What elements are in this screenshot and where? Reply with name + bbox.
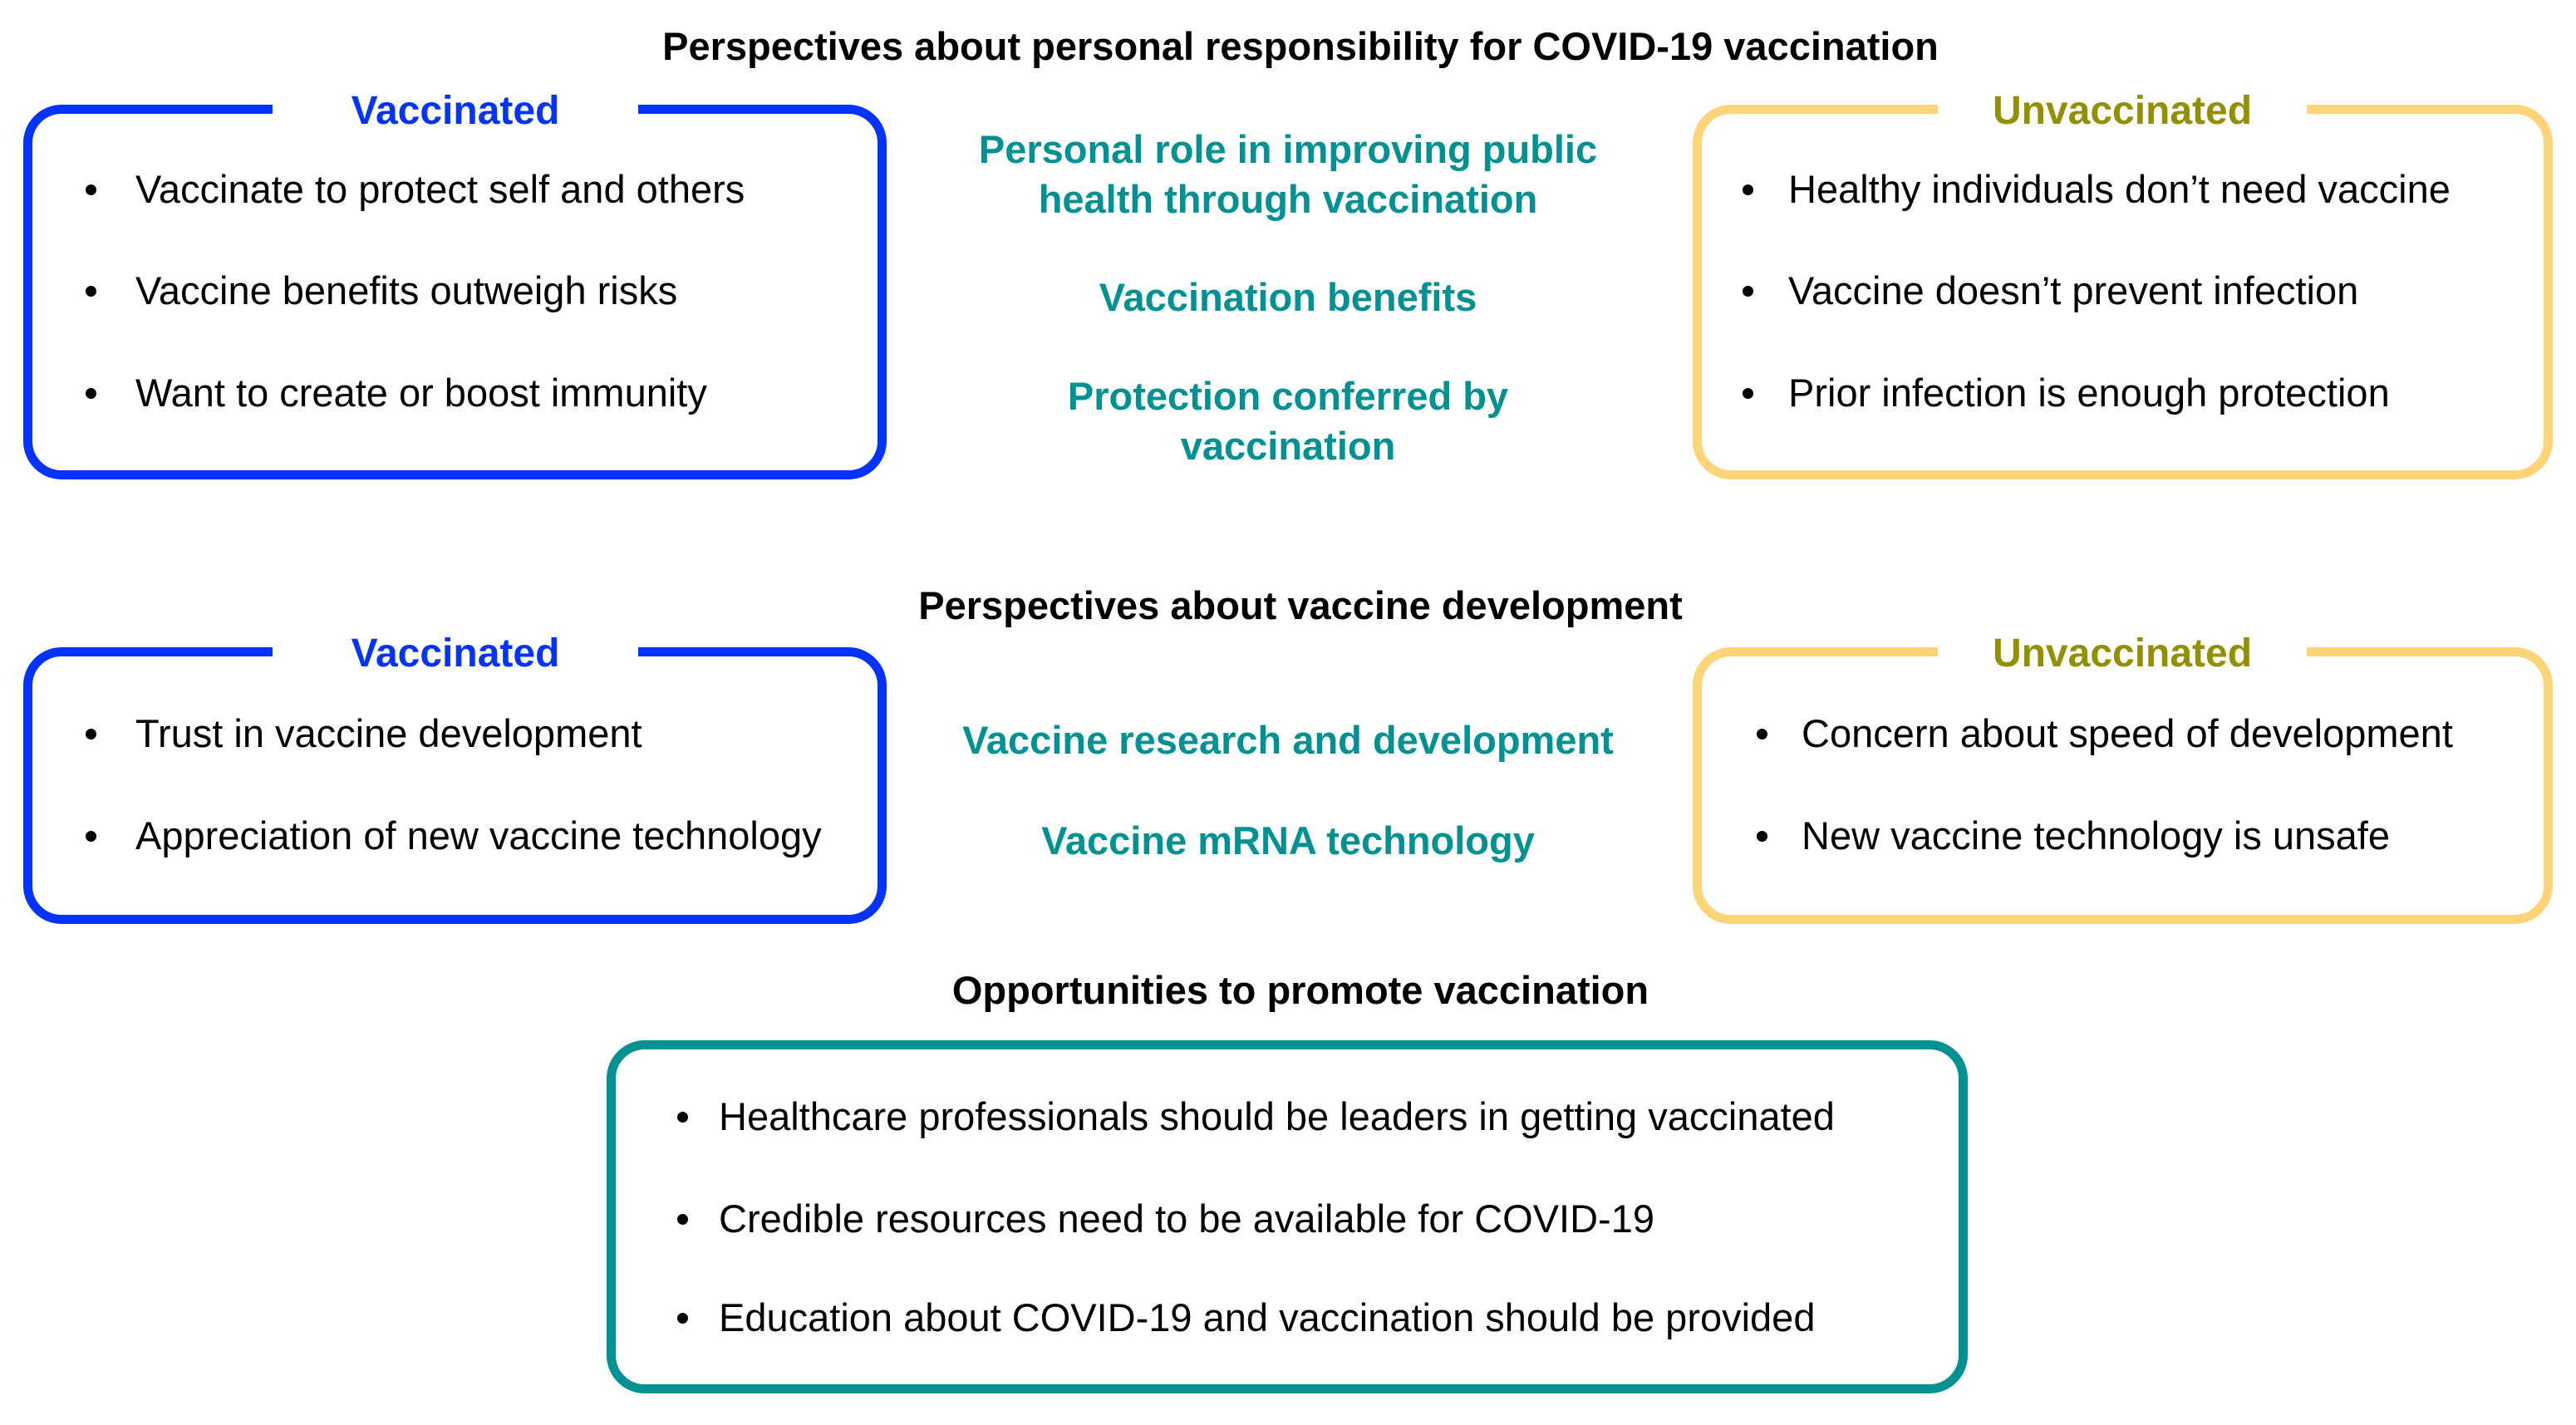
vaccinated-item: Want to create or boost immunity <box>135 371 707 415</box>
opportunity-item: Healthcare professionals should be leaders in getting vaccinated <box>719 1094 1835 1138</box>
bullet-icon <box>1743 286 1753 297</box>
unvaccinated-label: Unvaccinated <box>1992 631 2253 676</box>
vaccinated-item: Trust in vaccine development <box>135 711 642 755</box>
theme-research-development <box>897 715 1679 765</box>
theme-vaccination-benefits <box>897 273 1679 322</box>
unvaccinated-box-development <box>1693 647 2553 924</box>
bullet-icon <box>86 388 96 399</box>
vaccinated-label: Vaccinated <box>351 89 560 133</box>
theme-line: Personal role in improving public <box>978 127 1598 171</box>
theme-line: health through vaccination <box>1038 177 1538 221</box>
bullet-icon <box>86 831 96 842</box>
section-title-vaccine-development: Perspectives about vaccine development <box>918 583 1683 627</box>
theme-line: vaccination <box>1180 424 1396 468</box>
theme-line: Protection conferred by <box>1067 374 1509 418</box>
vaccinated-item: Appreciation of new vaccine technology <box>135 813 822 857</box>
theme-mrna-technology <box>897 816 1679 866</box>
theme-protection-conferred <box>897 371 1679 471</box>
opportunity-item: Education about COVID-19 and vaccination should be provided <box>719 1295 1816 1339</box>
bullet-icon <box>1757 729 1767 740</box>
theme-line: Vaccine mRNA technology <box>1041 818 1535 862</box>
opportunity-item: Credible resources need to be available for COVID-19 <box>719 1197 1654 1241</box>
theme-line: Vaccination benefits <box>1099 275 1477 319</box>
bullet-icon <box>677 1214 688 1225</box>
section-title-personal-responsibility: Perspectives about personal responsibility for COVID-19 vaccination <box>662 24 1939 68</box>
bullet-icon <box>86 286 96 297</box>
theme-personal-role <box>897 125 1679 224</box>
unvaccinated-item: New vaccine technology is unsafe <box>1802 813 2391 857</box>
unvaccinated-item: Healthy individuals don’t need vaccine <box>1788 167 2451 211</box>
theme-line: Vaccine research and development <box>962 718 1614 762</box>
bullet-icon <box>677 1112 688 1123</box>
vaccinated-label: Vaccinated <box>351 631 560 676</box>
vaccinated-box-development <box>23 647 887 924</box>
vaccinated-item: Vaccine benefits outweigh risks <box>135 268 678 312</box>
bullet-icon <box>677 1313 688 1324</box>
vaccinated-item: Vaccinate to protect self and others <box>135 167 745 211</box>
bullet-icon <box>1743 388 1753 399</box>
unvaccinated-item: Vaccine doesn’t prevent infection <box>1788 268 2359 312</box>
bullet-icon <box>1757 831 1767 842</box>
bullet-icon <box>86 729 96 740</box>
unvaccinated-label: Unvaccinated <box>1992 89 2253 133</box>
section-title-opportunities: Opportunities to promote vaccination <box>951 968 1649 1012</box>
bullet-icon <box>1743 184 1753 195</box>
unvaccinated-item: Prior infection is enough protection <box>1788 371 2390 415</box>
unvaccinated-item: Concern about speed of development <box>1802 711 2453 755</box>
bullet-icon <box>86 184 96 195</box>
